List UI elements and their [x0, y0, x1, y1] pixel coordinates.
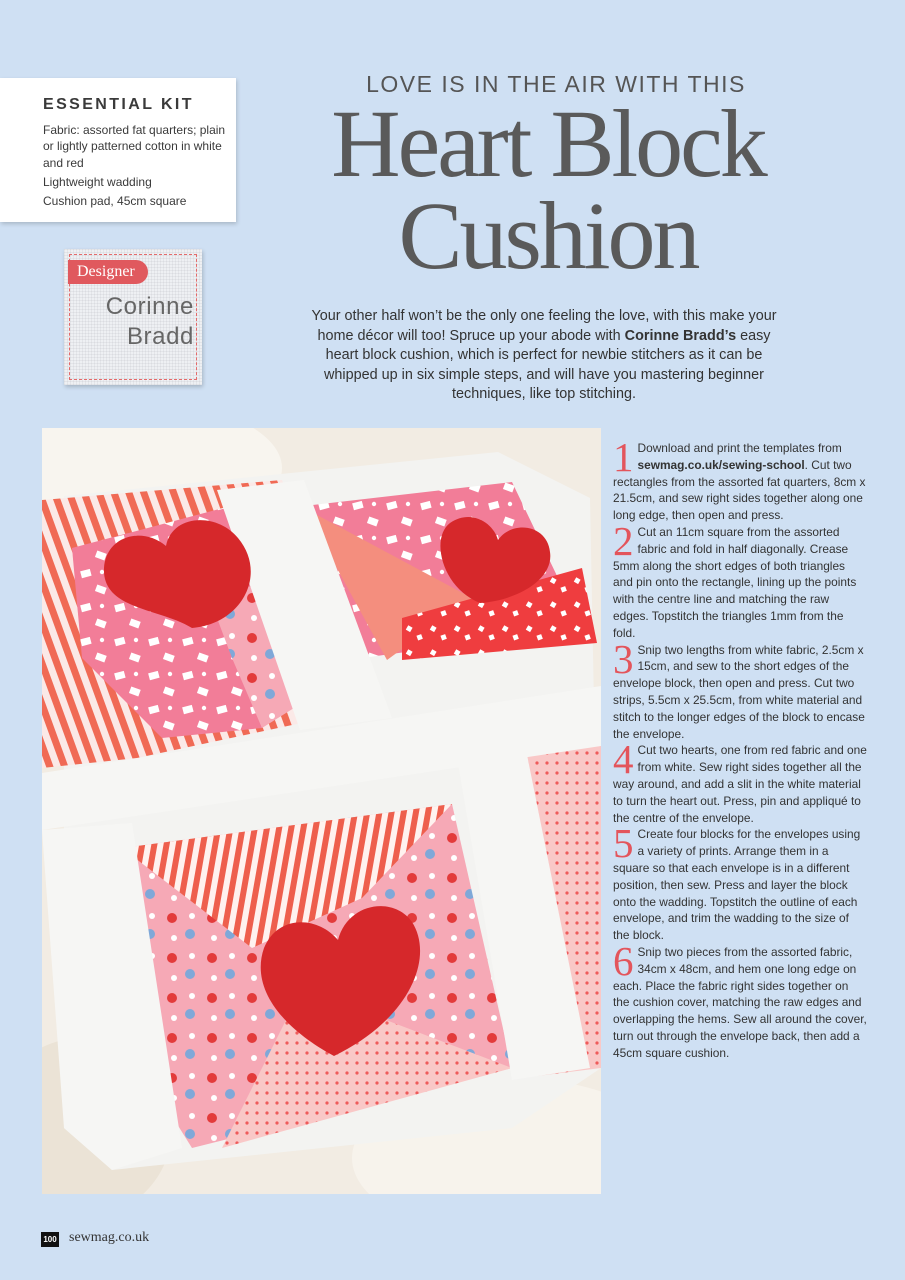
step-4 — [613, 736, 868, 826]
kicker: LOVE IS IN THE AIR WITH THIS — [366, 71, 746, 97]
step-text: . Cut two rectangles from the assorted fat quarters, 8cm x 21.5cm, and sew right sides together along one long edge, then open and press. — [613, 457, 866, 523]
step-number: 6 — [613, 937, 634, 984]
step-number: 3 — [613, 635, 634, 682]
step-number: 4 — [613, 736, 634, 783]
title-line-2: Cushion — [398, 182, 698, 289]
kit-item: Cushion pad, 45cm square — [43, 194, 187, 209]
designer-first-name: Corinne — [105, 293, 194, 320]
step-text: Snip two pieces from the assorted fabric, 34cm x 48cm, and hem one long edge on each. Place the fabric right sides together on the cushion cover, matching the raw edges and overlapping the hems. Sew all around the cover, turn out through the envelope back, then add a 45cm square cushion. — [613, 944, 867, 1060]
essential-kit-list — [43, 122, 233, 212]
step-3 — [613, 635, 868, 743]
step-5 — [613, 820, 868, 944]
intro-text: easy heart block cushion, which is perfect for newbie stitchers as it can be whipped up in six simple steps, and will have you mastering beginner techniques, like top stitching. — [324, 327, 771, 403]
intro-paragraph — [305, 307, 783, 405]
page-title — [268, 90, 828, 289]
designer-name — [70, 292, 194, 352]
intro-designer-name: Corinne Bradd’s — [624, 327, 737, 344]
page-number: 100 — [41, 1232, 59, 1247]
designer-last-name: Bradd — [126, 323, 194, 350]
step-text: Snip two lengths from white fabric, 2.5cm x 15cm, and sew to the short edges of the envelope block, then open and press. Cut two strips, 5.5cm x 25.5cm, from white material and stitch to the longer edges of the block to encase the envelope. — [613, 642, 865, 741]
cushion-photo — [42, 428, 601, 1194]
step-text: Cut two hearts, one from red fabric and one from white. Sew right sides together all the way around, and add a slit in the white material to turn the heart out. Press, pin and appliqué to the centre of the envelope. — [613, 743, 867, 825]
step-link-text: sewmag.co.uk/sewing-school — [637, 457, 805, 472]
step-text: Create four blocks for the envelopes using a variety of prints. Arrange them in a square so that each envelope is in a different position, then sew. Press and layer the block onto the wadding. Topstitch the outline of each envelope, and trim the wadding to the size of the block. — [613, 827, 861, 943]
instructions-list — [613, 434, 868, 1061]
kit-item: Lightweight wadding — [43, 174, 152, 189]
title-line-1: Heart Block — [331, 90, 765, 197]
site-url: sewmag.co.uk — [69, 1230, 150, 1245]
step-number: 2 — [613, 517, 634, 564]
step-number: 5 — [613, 820, 634, 867]
essential-kit-title: ESSENTIAL KIT — [43, 96, 194, 113]
step-6 — [613, 937, 868, 1062]
kit-item: Fabric: assorted fat quarters; plain or lightly patterned cotton in white and red — [43, 123, 226, 170]
step-2 — [613, 517, 868, 642]
intro-text: Your other half won’t be the only one feeling the love, with this make your home décor will too! Spruce up your abode with — [311, 308, 777, 344]
step-text: Cut an 11cm square from the assorted fabric and fold in half diagonally. Crease 5mm along the short edges of both triangles and pin onto the rectangle, lining up the points with the centre line and matching the raw edges. Topstitch the triangles 1mm from the fold. — [613, 524, 857, 640]
designer-tag: Designer — [68, 260, 148, 284]
step-1 — [613, 434, 868, 524]
step-number: 1 — [613, 434, 634, 480]
step-text: Download and print the templates from — [637, 441, 842, 455]
